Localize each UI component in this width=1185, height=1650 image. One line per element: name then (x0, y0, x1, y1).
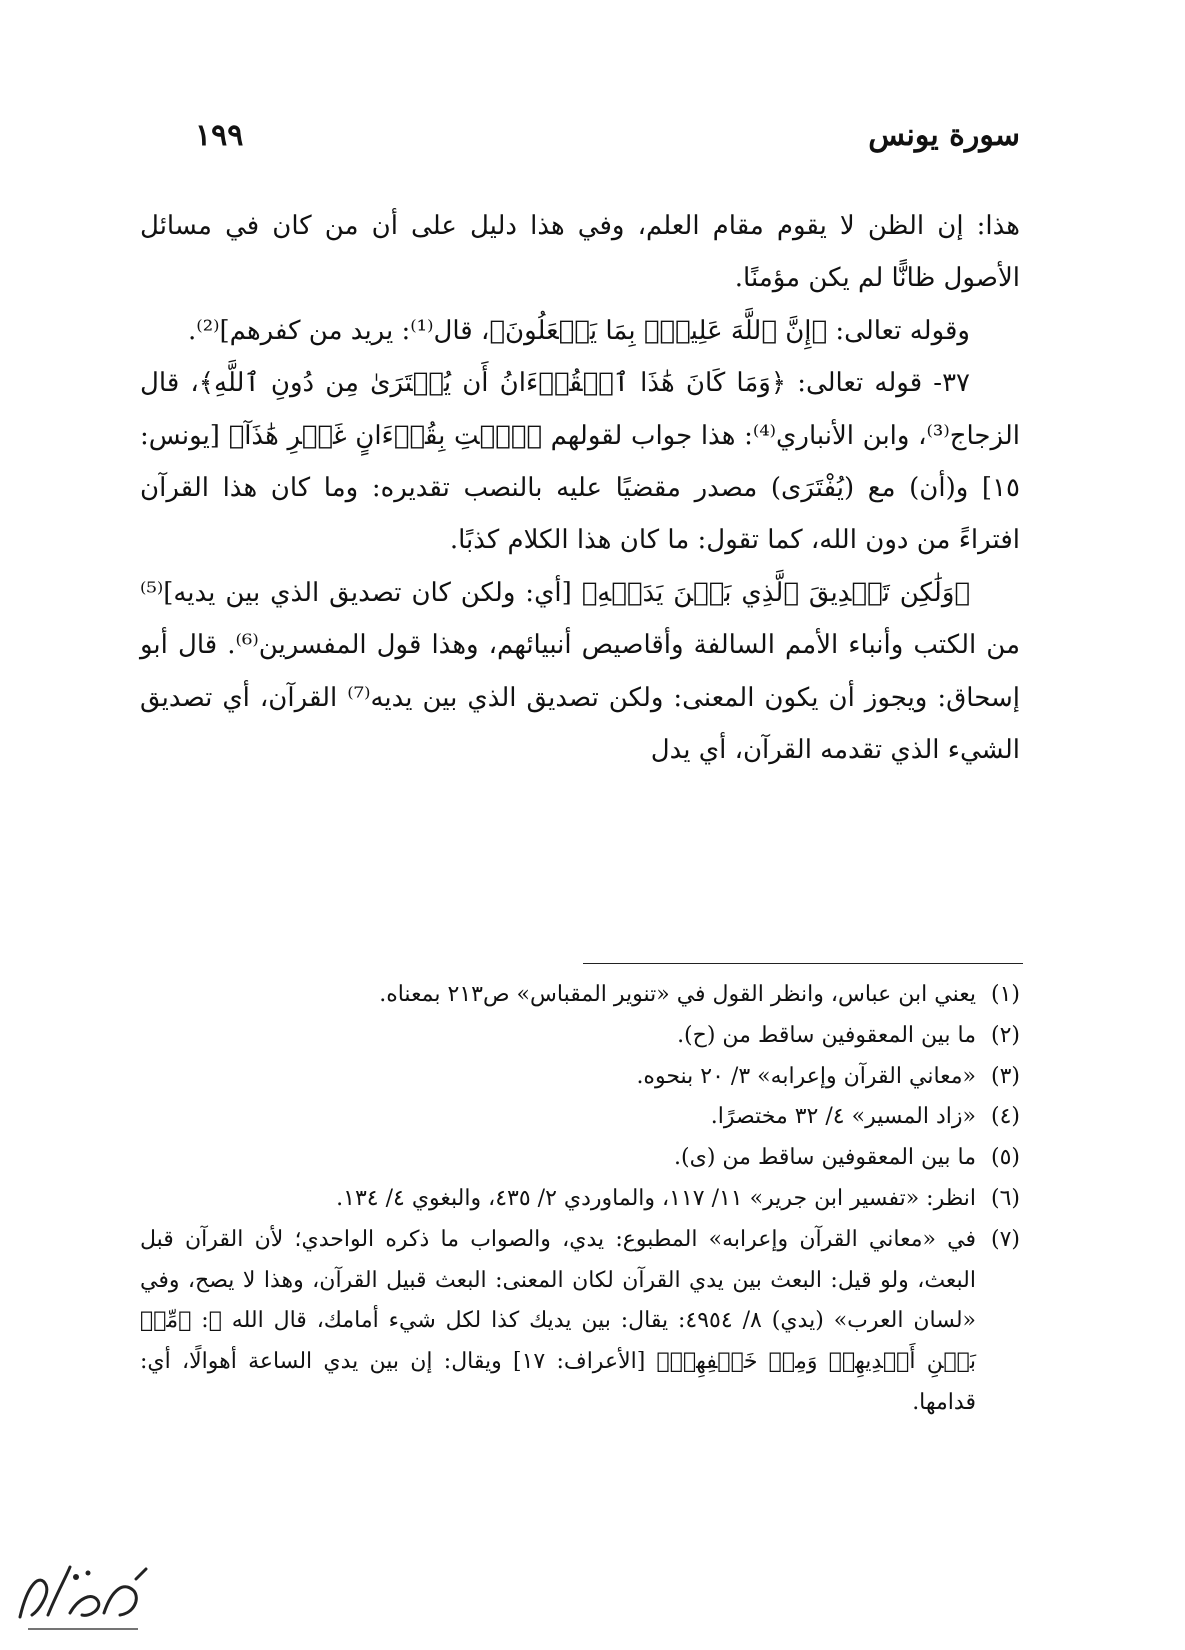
page-header (195, 118, 1020, 158)
footnote-number: (٥) (990, 1145, 1020, 1171)
paragraph: ﴿وَلَٰكِن تَصۡدِيقَ ٱلَّذِي بَيۡنَ يَدَيۡهِ﴾ [أي: ولكن كان تصديق الذي بين يديه]⁽⁵⁾ من الكتب وأنباء الأمم السالفة وأقاصيص أنبيائهم، وهذا قول المفسرين⁽⁶⁾. قال أبو إسحاق: ويجوز أن يكون المعنى: ولكن تصديق الذي بين يديه⁽⁷⁾ القرآن، أي تصديق الشيء الذي تقدمه القرآن، أي يدل (140, 577, 1020, 766)
footnote (140, 1138, 1020, 1179)
footnote-number: (٢) (990, 1022, 1020, 1048)
paragraph: ٣٧- قوله تعالى: ﴿وَمَا كَانَ هَٰذَا ٱلۡقُرۡءَانُ أَن يُفۡتَرَىٰ مِن دُونِ ٱللَّهِ﴾، قال الزجاج⁽³⁾، وابن الأنباري⁽⁴⁾: هذا جواب لقولهم ﴿ٱئۡتِ بِقُرۡءَانٍ غَيۡرِ هَٰذَآ﴾ [يونس: ١٥] و(أن) مع (يُفْتَرَى) مصدر مقضيًا عليه بالنصب تقديره: وما كان هذا القرآن افتراءً من دون الله، كما تقول: ما كان هذا الكلام كذبًا. (140, 368, 1020, 556)
footnote-text: «زاد المسير» ٤/ ٣٢ مختصرًا. (710, 1104, 976, 1130)
footnote-number: (٤) (990, 1104, 1020, 1130)
footnote (140, 975, 1020, 1016)
footnote (140, 1057, 1020, 1098)
main-text (140, 200, 1020, 776)
footnote-text: في «معاني القرآن وإعرابه» المطبوع: يدي، والصواب ما ذكره الواحدي؛ لأن القرآن قبل البعث، ولو قيل: البعث بين يدي القرآن لكان المعنى: البعث قبيل القرآن، وهذا لا يصح، وفي «لسان العرب» (يدي) ٨/ ٤٩٥٤: يقال: بين يديك كذا لكل شيء أمامك، قال الله ﷻ: ﴿مِّنۢ بَيۡنِ أَيۡدِيهِمۡ وَمِنۡ خَلۡفِهِمۡ﴾ [الأعراف: ١٧] ويقال: إن بين يدي الساعة أهوالًا، أي: قدامها. (140, 1226, 976, 1415)
footnote-text: ما بين المعقوفين ساقط من (ى). (674, 1145, 976, 1171)
footnote (140, 1179, 1020, 1220)
footnote (140, 1016, 1020, 1057)
paragraph: وقوله تعالى: ﴿إِنَّ ٱللَّهَ عَلِيمٌۢ بِمَا يَفۡعَلُونَ﴾، قال⁽¹⁾: يريد من كفرهم]⁽²⁾. (188, 315, 970, 346)
page-number: ١٩٩ (195, 118, 244, 153)
footnotes (140, 975, 1020, 1424)
footnote-number: (١) (990, 982, 1020, 1007)
surah-title: سورة يونس (868, 118, 1020, 153)
footnote-divider (583, 963, 1023, 964)
footnote (140, 1097, 1020, 1138)
footnote-number: (٦) (990, 1185, 1020, 1211)
footnote (140, 1220, 1020, 1424)
footnote-text: «معاني القرآن وإعرابه» ٣/ ٢٠ بنحوه. (636, 1063, 976, 1089)
footnote-text: ما بين المعقوفين ساقط من (ح). (677, 1022, 976, 1048)
calligraphy-logo-icon (8, 1555, 158, 1645)
paragraph: هذا: إن الظن لا يقوم مقام العلم، وفي هذا دليل على أن من كان في مسائل الأصول ظانًّا لم يكن مؤمنًا. (140, 211, 1020, 294)
footnote-number: (٣) (990, 1063, 1020, 1089)
footnote-text: يعني ابن عباس، وانظر القول في «تنوير المقباس» ص٢١٣ بمعناه. (379, 982, 976, 1007)
footnote-text: انظر: «تفسير ابن جرير» ١١/ ١١٧، والماوردي ٢/ ٤٣٥، والبغوي ٤/ ١٣٤. (336, 1185, 976, 1211)
footnote-number: (٧) (990, 1226, 1020, 1252)
